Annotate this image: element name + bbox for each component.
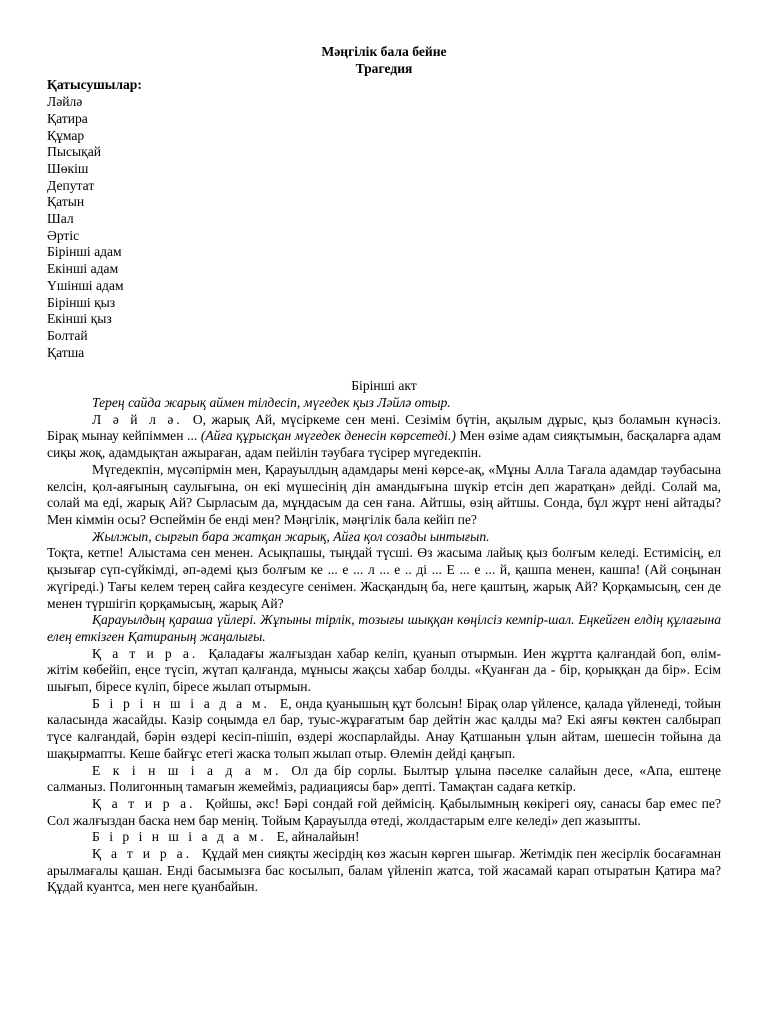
dialogue-paragraph: Мүгедекпін, мүсәпірмін мен, Қарауылдың адамдары мені көрсе-ақ, «Мұны Алла Тағала адамдар тәубасына келсін, қол-аяғының саулығына, он екі мүшесінің дін амандығына шүкір етсін деп жаратқан» дейді. Солай ма, солай ма еді, жарық Ай? Сырласым да, мұңдасым да сен ғана. Айтшы, өзің айтшы. Сонда, бұл жұрт нені айтады? Мен кіммін осы? Өспеймін бе енді мен? Мәңгілік, мәңгілік бала кейіп пе? [47, 461, 721, 527]
stage-direction-inline: (Айға құрысқан мүгедек денесін көрсетеді.) [200, 428, 456, 444]
dialogue-paragraph [47, 846, 721, 896]
cast-item: Бірінші адам [47, 244, 122, 260]
play-title: Мәңгілік бала бейне [321, 44, 447, 59]
dialogue-paragraph [47, 763, 721, 796]
cast-item: Ләйлә [47, 94, 83, 110]
dialogue-text: Ол да бір сорлы. Былтыр ұлына пәселке салайын десе, «Апа, ештеңе салманыз. Полигонның тамағын жемейміз, радиациясы бар» депті. Тамақтан садаға кеткір. [47, 762, 722, 795]
speaker-name: Б і р і н ш і а д а м. [92, 695, 270, 711]
dialogue-paragraph [47, 796, 721, 829]
stage-direction: Терең сайда жарық аймен тілдесіп, мүгедек қыз Ләйлә отыр. [92, 395, 451, 411]
dialogue-paragraph [47, 696, 721, 763]
cast-item: Екінші адам [47, 261, 119, 277]
cast-item: Үшінші адам [47, 277, 124, 293]
dialogue-text: Құдай мен сияқты жесірдің көз жасын көрген шығар. Жетімдік пен жесірлік босағамнан арылмағалы қашан. Енді басымызға бас косылып, балам үйленіп жатса, той жасамай карап отыратын Қатира ма? Құдай куантса, мен неге қуанбайын. [47, 846, 721, 895]
speaker-name: Қ а т и р а. [92, 795, 196, 811]
dialogue-text: О, жарық Ай, мүсіркеме сен мені. Сезімім бүтін, ақылым дұрыс, қыз боламын күнәсіз. Бірақ мынау кейпіммен ... [47, 411, 721, 444]
act-heading: Бірінші акт [351, 378, 417, 394]
cast-heading: Қатысушылар: [47, 77, 142, 93]
cast-item: Құмар [47, 127, 85, 143]
cast-item: Депутат [47, 177, 95, 193]
dialogue-paragraph [47, 829, 721, 846]
dialogue-text: Қаладағы жалғыздан хабар келіп, қуанып отырмын. Иен жұртта қалғандай боп, өлім-жітім көбейіп, еңсе түсіп, жүтап қалғанда, мұнысы жақсы хабар болды. «Қуанған да - бір, қорыққан да бір». Есім шығып, біресе күліп, біресе жылап отырмын. [47, 645, 721, 695]
speaker-name: Б і р і н ш і а д а м. [92, 829, 267, 845]
cast-item: Бірінші қыз [47, 294, 116, 310]
speaker-name: Қ а т и р а. [92, 645, 199, 661]
speaker-name: Е к і н ш і а д а м. [92, 762, 282, 778]
dialogue-text: Қойшы, әкс! Бәрі сондай ғой деймісің. Қабылымның көкірегі ояу, санасы бар емес пе? Сол жалғыздан баска нем бар менің. Тойым Қарауылда өтеді, жолдастарым елге келеді» деп жазыпты. [47, 795, 721, 828]
stage-direction: Жылжып, сырғып бара жатқан жарық, Айға қол созады ынтығып. [92, 528, 490, 544]
cast-list [47, 94, 721, 361]
dialogue-paragraph [47, 646, 721, 696]
dialogue-text: Е, онда қуанышың құт болсын! Бірақ олар үйленсе, қалада үйленеді, тойын каласында жасайды. Казір соңымда ел бар, туыс-жұрағатым бар дейтін жас қалды ма? Екі аяғы көктен салбырап түсе калғандай, бәрін өздері кесіп-пішіп, өздері жоспарлайды. Анау Қатшанын ұлын айтам, шешесін тойына да шақырмапты. Кеше байғұс етегі жаска толып жылап отыр. Өлемін дейді қаңғып. [47, 695, 721, 761]
play-genre: Трагедия [355, 60, 413, 76]
dialogue-paragraph [47, 412, 721, 462]
cast-item: Қатира [47, 110, 88, 126]
cast-item: Болтай [47, 327, 88, 343]
cast-item: Әртіс [47, 227, 80, 243]
dialogue-text: Е, айналайын! [276, 829, 360, 845]
cast-item: Қатын [47, 194, 85, 210]
dialogue-text: Мен өзіме адам сияқтымын, басқаларға адам сиқы жоқ, адамдықтан ажыраған, адам пейілін тәубаға түсірер мүгедекпін. [47, 428, 721, 461]
cast-item: Екінші қыз [47, 311, 112, 327]
cast-item: Шөкіш [47, 160, 89, 176]
cast-item: Пысықай [47, 144, 102, 160]
stage-direction: Қарауылдың қараша үйлері. Жұпыны тірлік, тозығы шыққан көңілсіз кемпір-шал. Еңкейген елдің құлағына елең еткізген Қатираның жаңалығы. [47, 612, 721, 644]
dialogue-paragraph: Тоқта, кетпе! Алыстама сен менен. Асықпашы, тыңдай түсші. Өз жасыма лайық қыз болғым келеді. Естимісің, ел қызығар сүп-сүйкімді, әп-әдемі қыз болғым ке ... е ... л ... е .. ді ... Е ... е ... й, қашпа менен, кашпа! (Ай соңынан жүгіреді.) Тағы келем терең сайға кездесуге сенімен. Жасқандың ба, неге қаштың, жарық Ай? Қорқамысың, сен де менен түршігіп қорқамысың, жарық Ай? [47, 545, 721, 611]
cast-item: Шал [47, 211, 74, 227]
speaker-name: Қ а т и р а. [92, 846, 193, 862]
cast-item: Қатша [47, 344, 85, 360]
speaker-name: Л ә й л ә. [92, 411, 183, 427]
